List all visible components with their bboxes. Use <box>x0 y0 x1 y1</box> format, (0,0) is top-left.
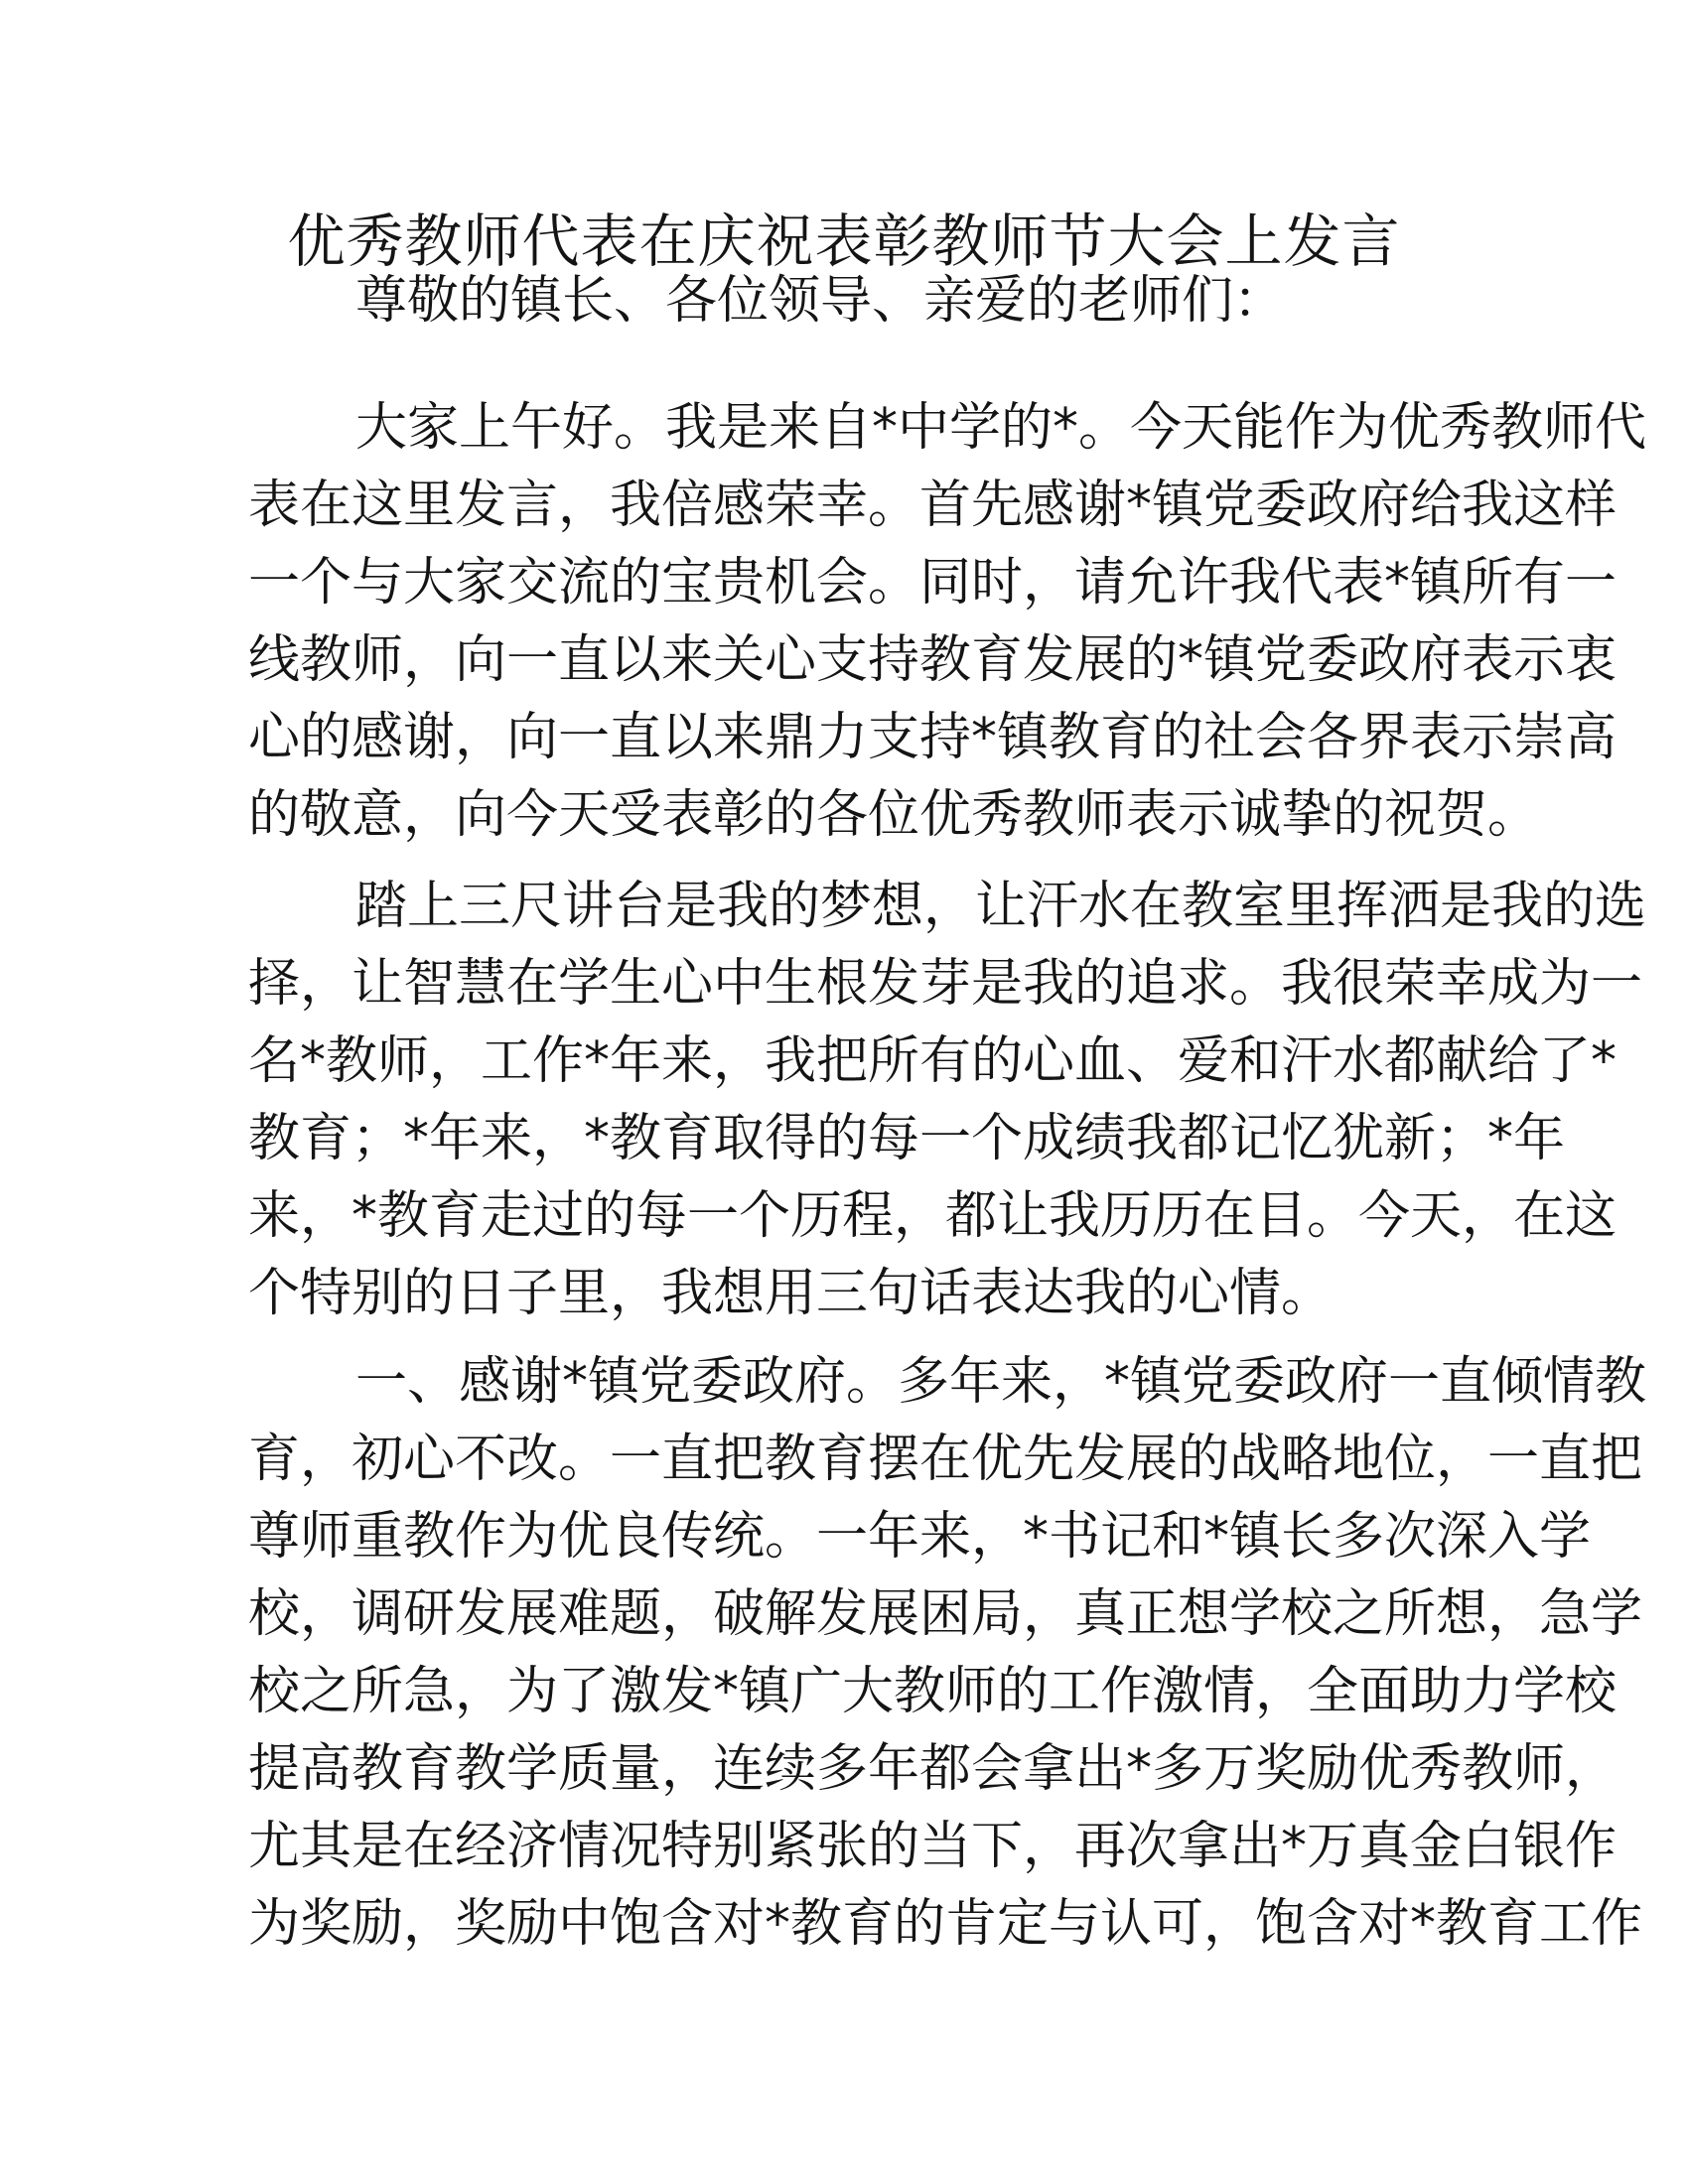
document-title: 优秀教师代表在庆祝表彰教师节大会上发言 <box>287 207 1401 275</box>
paragraph-line: 为奖励，奖励中饱含对*教育的肯定与认可，饱含对*教育工作 <box>248 1894 1643 1954</box>
salutation: 尊敬的镇长、各位领导、亲爱的老师们： <box>355 271 1286 331</box>
paragraph-line: 校，调研发展难题，破解发展困局，真正想学校之所想，急学 <box>248 1584 1643 1644</box>
paragraph-line: 尊师重教作为优良传统。一年来，*书记和*镇长多次深入学 <box>248 1507 1592 1567</box>
paragraph-line: 心的感谢，向一直以来鼎力支持*镇教育的社会各界表示崇高 <box>248 708 1618 767</box>
paragraph-line: 来，*教育走过的每一个历程，都让我历历在目。今天，在这 <box>248 1186 1618 1246</box>
paragraph-line: 一、感谢*镇党委政府。多年来，*镇党委政府一直倾情教 <box>355 1352 1647 1412</box>
paragraph-line: 个特别的日子里，我想用三句话表达我的心情。 <box>248 1264 1334 1323</box>
paragraph-3 <box>248 1343 1647 1963</box>
paragraph-line: 提高教育教学质量，连续多年都会拿出*多万奖励优秀教师， <box>248 1739 1618 1799</box>
paragraph-line: 线教师，向一直以来关心支持教育发展的*镇党委政府表示衷 <box>248 630 1618 690</box>
paragraph-line: 择，让智慧在学生心中生根发芽是我的追求。我很荣幸成为一 <box>248 954 1643 1014</box>
paragraph-line: 育，初心不改。一直把教育摆在优先发展的战略地位，一直把 <box>248 1430 1643 1489</box>
paragraph-line: 校之所急，为了激发*镇广大教师的工作激情，全面助力学校 <box>248 1662 1618 1721</box>
paragraph-line: 教育；*年来，*教育取得的每一个成绩我都记忆犹新；*年 <box>248 1109 1566 1168</box>
salutation-paragraph <box>248 262 1428 340</box>
paragraph-line: 的敬意，向今天受表彰的各位优秀教师表示诚挚的祝贺。 <box>248 785 1540 845</box>
paragraph-line: 大家上午好。我是来自*中学的*。今天能作为优秀教师代 <box>355 398 1647 458</box>
paragraph-line: 一个与大家交流的宝贵机会。同时，请允许我代表*镇所有一 <box>248 553 1618 613</box>
paragraph-line: 踏上三尺讲台是我的梦想，让汗水在教室里挥洒是我的选 <box>355 877 1647 936</box>
paragraph-line: 表在这里发言，我倍感荣幸。首先感谢*镇党委政府给我这样 <box>248 476 1618 535</box>
paragraph-2 <box>248 868 1647 1332</box>
paragraph-1 <box>248 389 1647 854</box>
paragraph-line: 尤其是在经济情况特别紧张的当下，再次拿出*万真金白银作 <box>248 1817 1618 1876</box>
paragraph-line: 名*教师，工作*年来，我把所有的心血、爱和汗水都献给了* <box>248 1031 1618 1091</box>
